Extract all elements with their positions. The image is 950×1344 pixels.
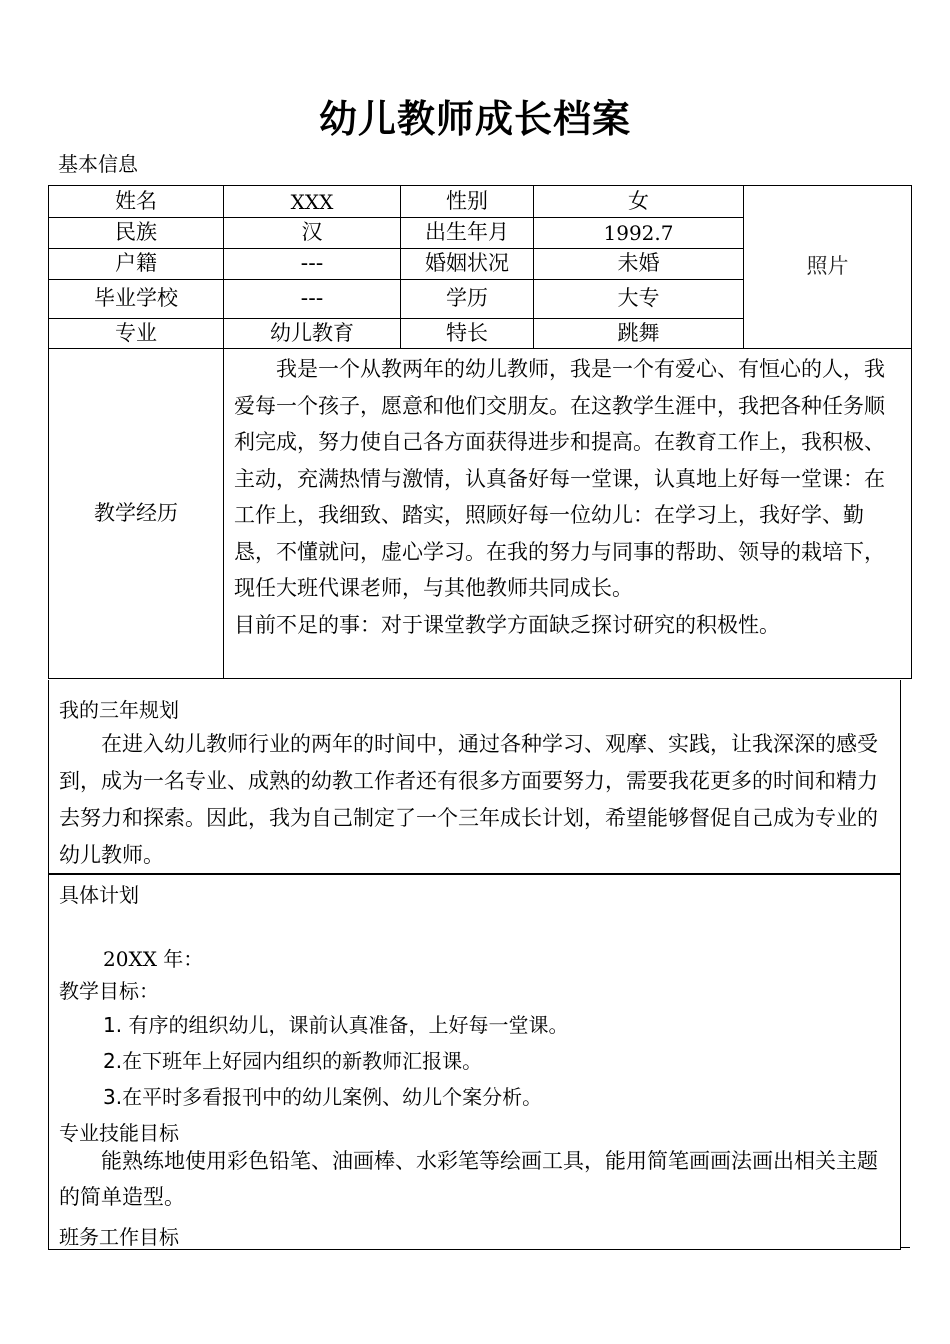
major-value: 幼儿教育 (224, 319, 401, 349)
experience-label: 教学经历 (49, 349, 224, 679)
ethnicity-label: 民族 (49, 218, 224, 249)
marital-value: 未婚 (534, 249, 744, 280)
birth-value: 1992.7 (534, 218, 744, 249)
gender-value: 女 (534, 186, 744, 218)
school-value: --- (224, 280, 401, 319)
detailed-plan-section (48, 874, 901, 1250)
year-label: 20XX 年： (103, 947, 204, 971)
ethnicity-value: 汉 (224, 218, 401, 249)
plan-paragraph: 在进入幼儿教师行业的两年的时间中，通过各种学习、观摩、实践，让我深深的感受到，成为一名专业、成熟的幼教工作者还有很多方面要努力，需要我花更多的时间和精力去努力和探索。因此，我为自己制定了一个三年成长计划，希望能够督促自己成为专业的幼儿教师。 (59, 732, 878, 867)
hukou-value: --- (224, 249, 401, 280)
experience-cell (224, 349, 912, 679)
basic-info-table (48, 185, 912, 679)
border-tick (900, 1247, 910, 1248)
skill-goal-label: 专业技能目标 (59, 1121, 179, 1145)
class-goal-label: 班务工作目标 (59, 1225, 179, 1249)
teaching-item: 1. 有序的组织幼儿，课前认真准备，上好每一堂课。 (103, 1013, 569, 1037)
plan-heading: 我的三年规划 (59, 698, 179, 722)
school-label: 毕业学校 (49, 280, 224, 319)
education-label: 学历 (401, 280, 534, 319)
teaching-item: 2.在下班年上好园内组织的新教师汇报课。 (103, 1049, 483, 1073)
specialty-value: 跳舞 (534, 319, 744, 349)
detail-heading: 具体计划 (59, 883, 139, 907)
teaching-goal-label: 教学目标： (59, 979, 159, 1003)
experience-shortcoming: 目前不足的事：对于课堂教学方面缺乏探讨研究的积极性。 (234, 612, 780, 637)
document-title: 幼儿教师成长档案 (318, 97, 631, 141)
education-value: 大专 (534, 280, 744, 319)
photo-placeholder: 照片 (744, 186, 912, 349)
hukou-label: 户籍 (49, 249, 224, 280)
basic-info-heading: 基本信息 (58, 152, 138, 176)
specialty-label: 特长 (401, 319, 534, 349)
marital-label: 婚姻状况 (401, 249, 534, 280)
three-year-plan-section (48, 680, 901, 874)
experience-paragraph: 我是一个从教两年的幼儿教师，我是一个有爱心、有恒心的人，我爱每一个孩子，愿意和他们交朋友。在这教学生涯中，我把各种任务顺利完成，努力使自己各方面获得进步和提高。在教育工作上，我积极、主动，充满热情与激情，认真备好每一堂课，认真地上好每一堂课：在工作上，我细致、踏实，照顾好每一位幼儿：在学习上，我好学、勤恳，不懂就问，虚心学习。在我的努力与同事的帮助、领导的栽培下，现任大班代课老师，与其他教师共同成长。 (234, 357, 885, 600)
birth-label: 出生年月 (401, 218, 534, 249)
name-value: XXX (224, 186, 401, 218)
major-label: 专业 (49, 319, 224, 349)
gender-label: 性别 (401, 186, 534, 218)
name-label: 姓名 (49, 186, 224, 218)
skill-paragraph: 能熟练地使用彩色铅笔、油画棒、水彩笔等绘画工具，能用简笔画画法画出相关主题的简单造型。 (59, 1149, 878, 1209)
teaching-item: 3.在平时多看报刊中的幼儿案例、幼儿个案分析。 (103, 1085, 543, 1109)
